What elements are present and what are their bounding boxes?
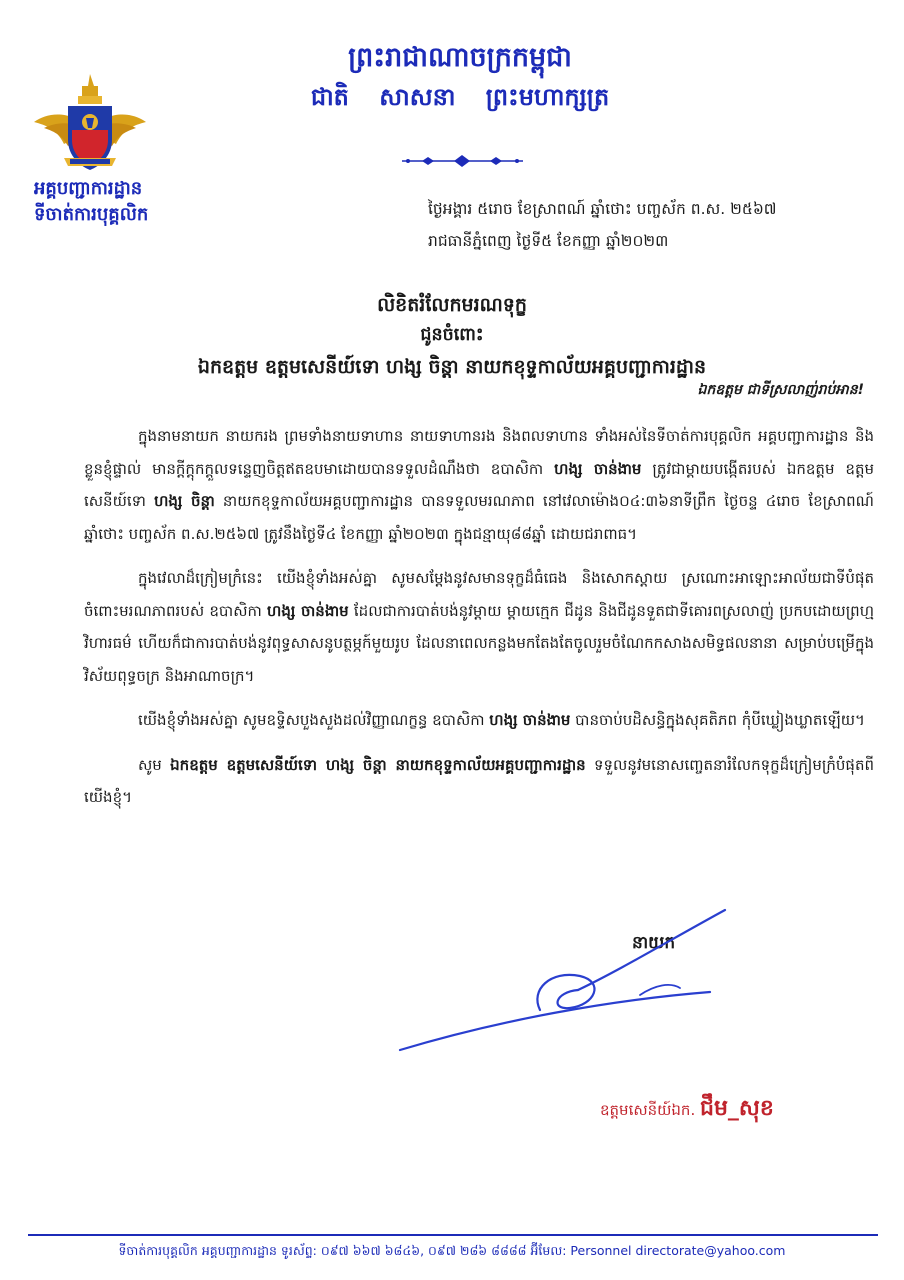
- divider-ornament-icon: [400, 154, 525, 168]
- letter-body: [84, 420, 874, 826]
- recipient-name-inline: ឯកឧត្តម ឧត្តមសេនីយ៍ទោ ហង្ស ចិន្តា នាយកខុទ្ទកាល័យអគ្គបញ្ជាការដ្ឋាន: [170, 755, 586, 774]
- directorate-name: [34, 176, 234, 228]
- national-motto: ជាតិ សាសនា ព្រះមហាក្សត្រ: [310, 83, 610, 111]
- footer-contact: ទីចាត់ការបុគ្គលិក អគ្គបញ្ជាការដ្ឋាន ទូរស័ព្ទ: ០៩៧ ៦៦៧ ៦៨៤៦, ០៩៧ ២៨៦ ៨៨៨៨ អ៊ីមែល: Personnel directorate@yahoo.com: [118, 1243, 786, 1258]
- signatory-full-name: ជឹម_សុខ: [700, 1096, 774, 1121]
- salutation: ឯកឧត្តម ជាទីស្រលាញ់រាប់អាន!: [697, 382, 864, 398]
- solar-date: រាជធានីភ្នំពេញ ថ្ងៃទី៥ ខែកញ្ញា ឆ្នាំ២០២៣: [428, 232, 669, 250]
- kingdom-header: [300, 38, 620, 116]
- directorate-line-2: ទីចាត់ការបុគ្គលិក: [34, 204, 149, 225]
- signatory-title: នាយក: [632, 933, 676, 953]
- signatory-rank: ឧត្តមសេនីយ៍ឯក.: [600, 1101, 700, 1119]
- paragraph-4: សូម ឯកឧត្តម ឧត្តមសេនីយ៍ទោ ហង្ស ចិន្តា នាយកខុទ្ទកាល័យអគ្គបញ្ជាការដ្ឋាន ទទួលនូវមនោសញ្ចេតនារំលែកទុក្ខដ៏ក្រៀមក្រំបំផុតពីយើងខ្ញុំ។: [84, 755, 874, 806]
- letter-title: លិខិតរំលែកមរណទុក្ខ: [377, 294, 527, 316]
- date-block: [428, 193, 868, 257]
- paragraph-3: យើងខ្ញុំទាំងអស់គ្នា សូមឧទ្ទិសបួងសួងដល់វិញ្ញាណក្ខន្ធ ឧបាសិកា ហង្ស ចាន់ងាម បានចាប់បដិសន្ធិក្នុងសុគតិភព កុំបីឃ្លៀងឃ្លាតឡើយ។: [138, 711, 865, 729]
- recipient-name: ឯកឧត្តម ឧត្តមសេនីយ៍ទោ ហង្ស ចិន្តា នាយកខុទ្ទកាល័យអគ្គបញ្ជាការដ្ឋាន: [197, 356, 707, 378]
- lunar-date: ថ្ងៃអង្គារ ៥រោច ខែស្រាពណ៍ ឆ្នាំថោះ បញ្ចស័ក ព.ស. ២៥៦៧: [428, 200, 777, 218]
- directorate-line-1: អគ្គបញ្ជាការដ្ឋាន: [34, 178, 143, 199]
- military-emblem-icon: [30, 70, 150, 180]
- deceased-name: ហង្ស ចាន់ងាម: [489, 711, 571, 729]
- deceased-name: ហង្ស ចាន់ងាម: [554, 459, 642, 478]
- deceased-name: ហង្ស ចាន់ងាម: [267, 601, 349, 620]
- kingdom-title: ព្រះរាជាណាចក្រកម្ពុជា: [348, 42, 572, 73]
- letter-title-block: [40, 290, 864, 384]
- footer-divider: [28, 1234, 878, 1236]
- handwritten-signature-icon: [380, 900, 800, 1060]
- paragraph-1: ក្នុងនាមនាយក នាយករង ព្រមទាំងនាយទាហាន នាយទាហានរង និងពលទាហាន ទាំងអស់នៃទីចាត់ការបុគ្គលិក អគ្គបញ្ជាការដ្ឋាន និងខ្លួនខ្ញុំផ្ទាល់ មានក្តីក្តុកក្តួលទន្ទេញចិត្តឥតឧបមាដោយបានទទួលដំណឹងថា ឧបាសិកា ហង្ស ចាន់ងាម ត្រូវជាម្តាយបង្កើតរបស់ ឯកឧត្តម ឧត្តមសេនីយ៍ទោ ហង្ស ចិន្តា នាយកខុទ្ទកាល័យអគ្គបញ្ជាការដ្ឋាន បានទទួលមរណភាព នៅវេលាម៉ោង០៤:៣៦នាទីព្រឹក ថ្ងៃចន្ទ ៤រោច ខែស្រាពណ៍ ឆ្នាំថោះ បញ្ចស័ក ព.ស.២៥៦៧ ត្រូវនឹងថ្ងៃទី៤ ខែកញ្ញា ឆ្នាំ២០២៣ ក្នុងជន្មាយុ៨៨ឆ្នាំ ដោយជរាពាធ។: [84, 427, 874, 543]
- recipient-label: ជូនចំពោះ: [420, 325, 484, 345]
- paragraph-2: ក្នុងវេលាដ៏ក្រៀមក្រំនេះ យើងខ្ញុំទាំងអស់គ្នា សូមសម្តែងនូវសមានទុក្ខដ៏ធំធេង និងសោកស្តាយ ស្រណោះអាឡោះអាល័យជាទីបំផុត ចំពោះមរណភាពរបស់ ឧបាសិកា ហង្ស ចាន់ងាម ដែលជាការបាត់បង់នូវម្តាយ ម្តាយក្មេក ជីដូន និងជីដូនទួតជាទីគោរពស្រលាញ់ ប្រកបដោយព្រហ្មវិហារធម៌ ហើយក៏ជាការបាត់បង់នូវពុទ្ធសាសនូបត្ថម្ភក៍មួយរូប ដែលនាពេលកន្លងមកតែងតែចូលរួមចំណែកកសាងសមិទ្ធផលនានា សម្រាប់បម្រើក្នុងវិស័យពុទ្ធចក្រ និងអាណាចក្រ។: [84, 569, 874, 685]
- recipient-name-inline: ហង្ស ចិន្តា: [154, 492, 215, 510]
- signatory-name: [600, 1094, 774, 1126]
